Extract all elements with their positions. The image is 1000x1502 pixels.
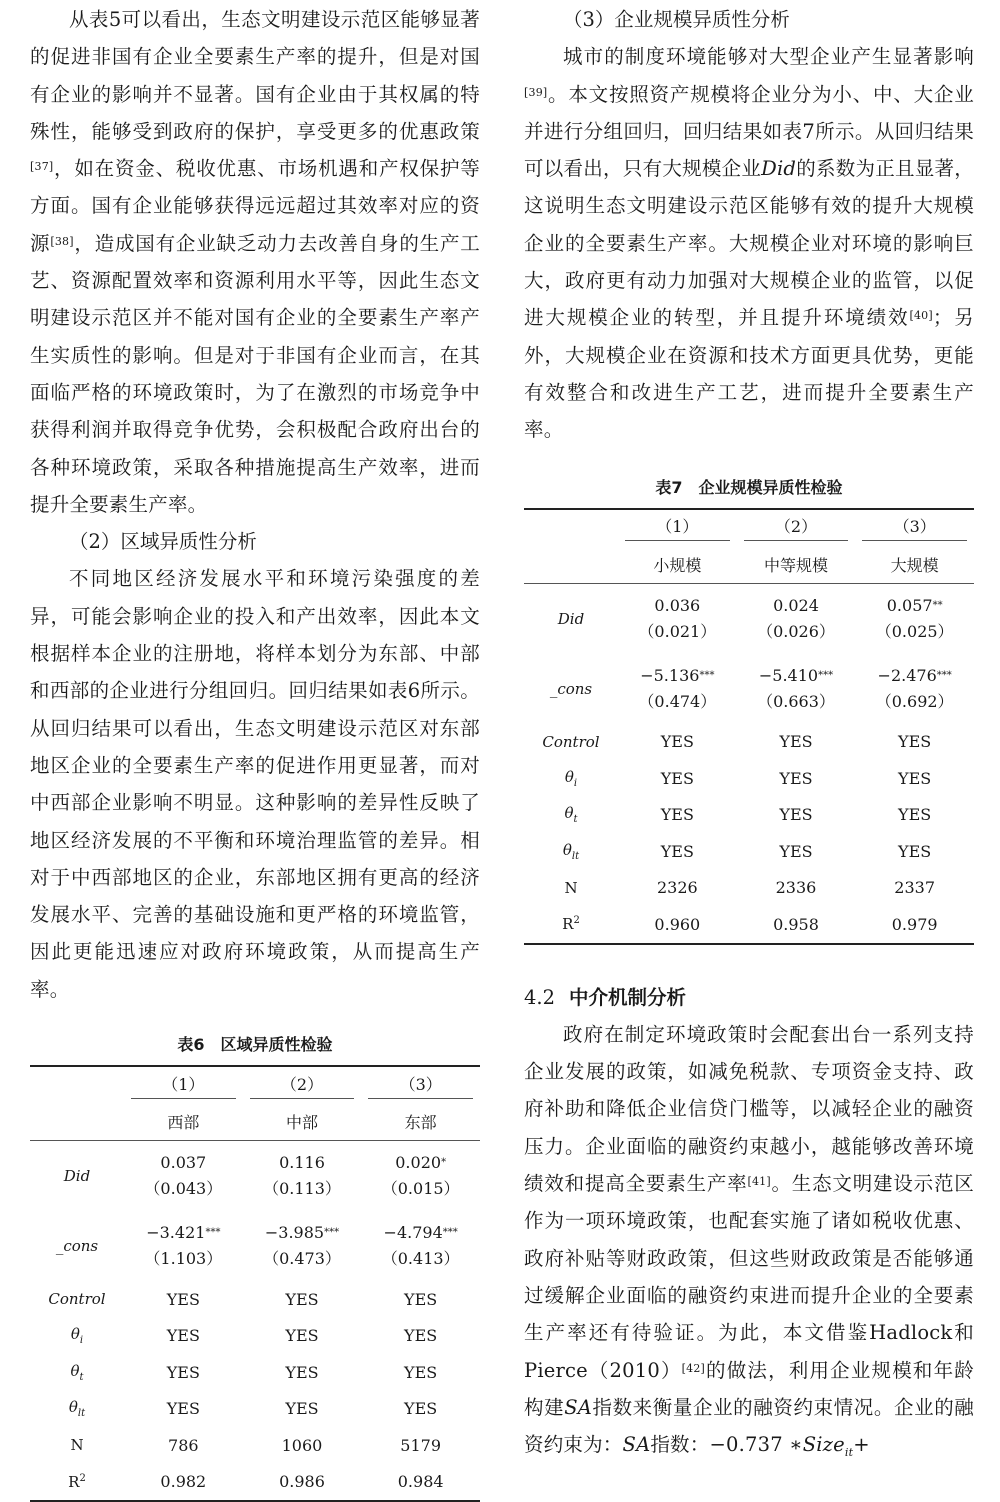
- table7-colname: 中等规模: [763, 555, 828, 575]
- table6: [30, 1065, 480, 1502]
- table7-colnum: （2）: [744, 514, 848, 541]
- table7-row-cons: _cons −5.136*** （0.474） −5.410*** （0.663） −2.476*** （0.692）: [549, 665, 954, 711]
- table-row: $\theta_t$ YES YES YES: [564, 804, 932, 826]
- table-row: $\theta_{lt}$ YES YES YES: [562, 840, 932, 862]
- table-row: $\theta_i$ YES YES YES: [564, 767, 932, 789]
- table7-colname: 小规模: [653, 555, 702, 575]
- table7-colnum: （3）: [862, 514, 966, 541]
- paragraph-regional: 不同地区经济发展水平和环境污染强度的差异，可能会影响企业的投入和产出效率，因此本文根据样本企业的注册地，将样本划分为东部、中部和西部的企业进行分组回归。回归结果如表6所示。从回归结果可以看出，生态文明建设示范区对东部地区企业的全要素生产率的促进作用更显著，而对中西部企业影响不明显。这种影响的差异性反映了地区经济发展的不平衡和环境治理监管的差异。相对于中西部地区的企业，东部地区拥有更高的经济发展水平、完善的基础设施和更严格的环境监管，因此更能迅速应对政府环境政策，从而提高生产率。: [30, 567, 480, 1001]
- paragraph-firm-size: 城市的制度环境能够对大型企业产生显著影响[39]。本文按照资产规模将企业分为小、中、大企业并进行分组回归，回归结果如表7所示。从回归结果可以看出，只有大规模企业Did的系数为正且显著，这说明生态文明建设示范区能够有效的提升大规模企业的全要素生产率。大规模企业对环境的影响巨大，政府更有动力加强对大规模企业的监管，以促进大规模企业的转型，并且提升环境绩效[40]；另外，大规模企业在资源和技术方面更具优势，更能有效整合和改进生产工艺，进而提升全要素生产率。: [524, 45, 974, 442]
- citation-37: [37]: [30, 160, 54, 174]
- table6-row-did: Did 0.037 （0.043） 0.116 （0.113） 0.020* （0.015）: [63, 1153, 460, 1199]
- subheading-regional: （2）区域异质性分析: [69, 530, 257, 554]
- table6-row-cons: _cons −3.421*** （1.103） −3.985*** （0.473） −4.794*** （0.413）: [55, 1223, 460, 1269]
- table-row: $\theta_i$ YES YES YES: [70, 1325, 438, 1347]
- table6-caption: 表6 区域异质性检验: [177, 1035, 333, 1055]
- table6-colname: 东部: [404, 1113, 437, 1133]
- table6-colnum: （1）: [131, 1072, 235, 1099]
- citation-38: [38]: [50, 234, 74, 248]
- citation-41: [41]: [747, 1175, 771, 1189]
- table6-colnum: （3）: [368, 1072, 472, 1099]
- table-row: N 2326 2336 2337: [564, 878, 936, 898]
- table7-colname: 大规模: [890, 555, 939, 575]
- right-column: [524, 0, 974, 1471]
- section-heading-4-2: 4.2 中介机制分析: [524, 985, 687, 1009]
- citation-40: [40]: [909, 309, 933, 323]
- table-row: Control YES YES YES: [48, 1289, 438, 1309]
- table6-colname: 西部: [167, 1113, 200, 1133]
- citation-39: [39]: [524, 85, 548, 99]
- table-row: $R^2$ 0.982 0.986 0.984: [30, 1464, 480, 1502]
- table6-colname: 中部: [285, 1113, 318, 1133]
- table-row: $\theta_{lt}$ YES YES YES: [68, 1398, 438, 1420]
- table7-row-did: Did 0.036 （0.021） 0.024 （0.026） 0.057** （0.025）: [557, 595, 954, 641]
- table7: [524, 508, 974, 945]
- table-row: $\theta_t$ YES YES YES: [70, 1361, 438, 1383]
- paragraph-mechanism: 政府在制定环境政策时会配套出台一系列支持企业发展的政策，如减免税款、专项资金支持、政府补助和降低企业信贷门槛等，以减轻企业的融资压力。企业面临的融资约束越小，越能够改善环境绩效和提高全要素生产率[41]。生态文明建设示范区作为一项环境政策，也配套实施了诸如税收优惠、政府补贴等财政政策，但这些财政政策是否能够通过缓解企业面临的融资约束进而提升企业的全要素生产率还有待验证。为此，本文借鉴Hadlock和Pierce（2010）[42]的做法，利用企业规模和年龄构建SA指数来衡量企业的融资约束情况。企业的融资约束为：SA指数：−0.737 ∗Size$_{it}$+: [524, 1022, 974, 1460]
- table6-colnum: （2）: [250, 1072, 354, 1099]
- paragraph-state-owned: 从表5可以看出，生态文明建设示范区能够显著的促进非国有企业全要素生产率的提升，但是对国有企业的影响并不显著。国有企业由于其权属的特殊性，能够受到政府的保护，享受更多的优惠政策[37]，如在资金、税收优惠、市场机遇和产权保护等方面。国有企业能够获得远远超过其效率对应的资源[38]，造成国有企业缺乏动力去改善自身的生产工艺、资源配置效率和资源利用水平等，因此生态文明建设示范区并不能对国有企业的全要素生产率产生实质性的影响。但是对于非国有企业而言，在其面临严格的环境政策时，为了在激烈的市场竞争中获得利润并取得竞争优势，会积极配合政府出台的各种环境政策，采取各种措施提高生产效率，进而提升全要素生产率。: [30, 8, 480, 516]
- table-row: $R^2$ 0.960 0.958 0.979: [524, 906, 974, 944]
- table-row: Control YES YES YES: [542, 732, 932, 752]
- table-row: N 786 1060 5179: [70, 1435, 442, 1455]
- table7-colnum: （1）: [625, 514, 729, 541]
- citation-42: [42]: [681, 1361, 706, 1375]
- subheading-firm-size: （3）企业规模异质性分析: [563, 8, 790, 31]
- table7-caption: 表7 企业规模异质性检验: [655, 477, 843, 497]
- left-column: [30, 0, 480, 1502]
